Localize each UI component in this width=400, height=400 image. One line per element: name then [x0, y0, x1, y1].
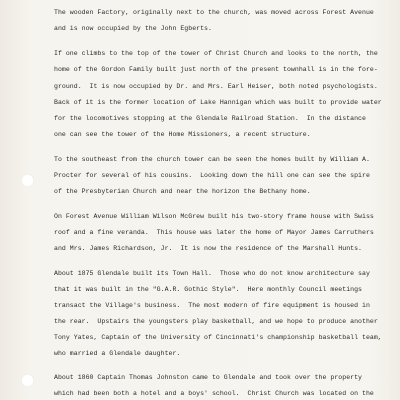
text-line: To the southeast from the church tower can be seen the homes built by William A.: [54, 156, 370, 163]
text-line: that it was built in the "G.A.R. Gothic Style". Here monthly Council meetings: [54, 286, 363, 293]
text-line: If one climbs to the top of the tower of Christ Church and looks to the north, the: [54, 50, 378, 57]
text-line: About 1875 Glendale built its Town Hall. Those who do not know architecture say: [54, 270, 370, 277]
text-line: which had been both a hotel and a boys' school. Christ Church was located on the: [54, 390, 374, 397]
text-line: the rear. Upstairs the youngsters play basketball, and we hope to produce another: [54, 318, 378, 325]
text-line: Back of it is the former location of Lake Hannigan which was built to provide water: [54, 99, 382, 106]
text-line: one can see the tower of the Home Missioners, a recent structure.: [54, 131, 311, 138]
text-line: home of the Gordon Family built just north of the present townhall is in the fore-: [54, 66, 378, 73]
text-line: and is now occupied by the John Egberts.: [54, 25, 212, 32]
text-line: who married a Glendale daughter.: [54, 350, 181, 357]
text-line: The wooden Factory, originally next to the church, was moved across Forest Avenue: [54, 9, 374, 16]
text-line: On Forest Avenue William Wilson McGrew built his two-story frame house with Swiss: [54, 213, 374, 220]
text-line: ground. It is now occupied by Dr. and Mrs. Earl Heiser, both noted psychologists.: [54, 83, 378, 90]
text-line: Tony Yates, Captain of the University of Cincinnati's championship basketball team,: [54, 334, 382, 341]
text-line: About 1860 Captain Thomas Johnston came to Glendale and took over the property: [54, 374, 363, 381]
text-line: transact the Village's business. The most modern of fire equipment is housed in: [54, 302, 370, 309]
text-line: and Mrs. James Richardson, Jr. It is now the residence of the Marshall Hunts.: [54, 245, 363, 252]
text-line: for the locomotives stopping at the Glendale Railroad Station. In the distance: [54, 115, 366, 122]
text-line: Procter for several of his cousins. Looking down the hill one can see the spire: [54, 172, 370, 179]
text-line: of the Presbyterian Church and near the horizon the Bethany home.: [54, 188, 311, 195]
punch-hole: [21, 174, 34, 187]
text-line: roof and a fine veranda. This house was later the home of Mayor James Carruthers: [54, 229, 374, 236]
punch-hole: [21, 374, 34, 387]
